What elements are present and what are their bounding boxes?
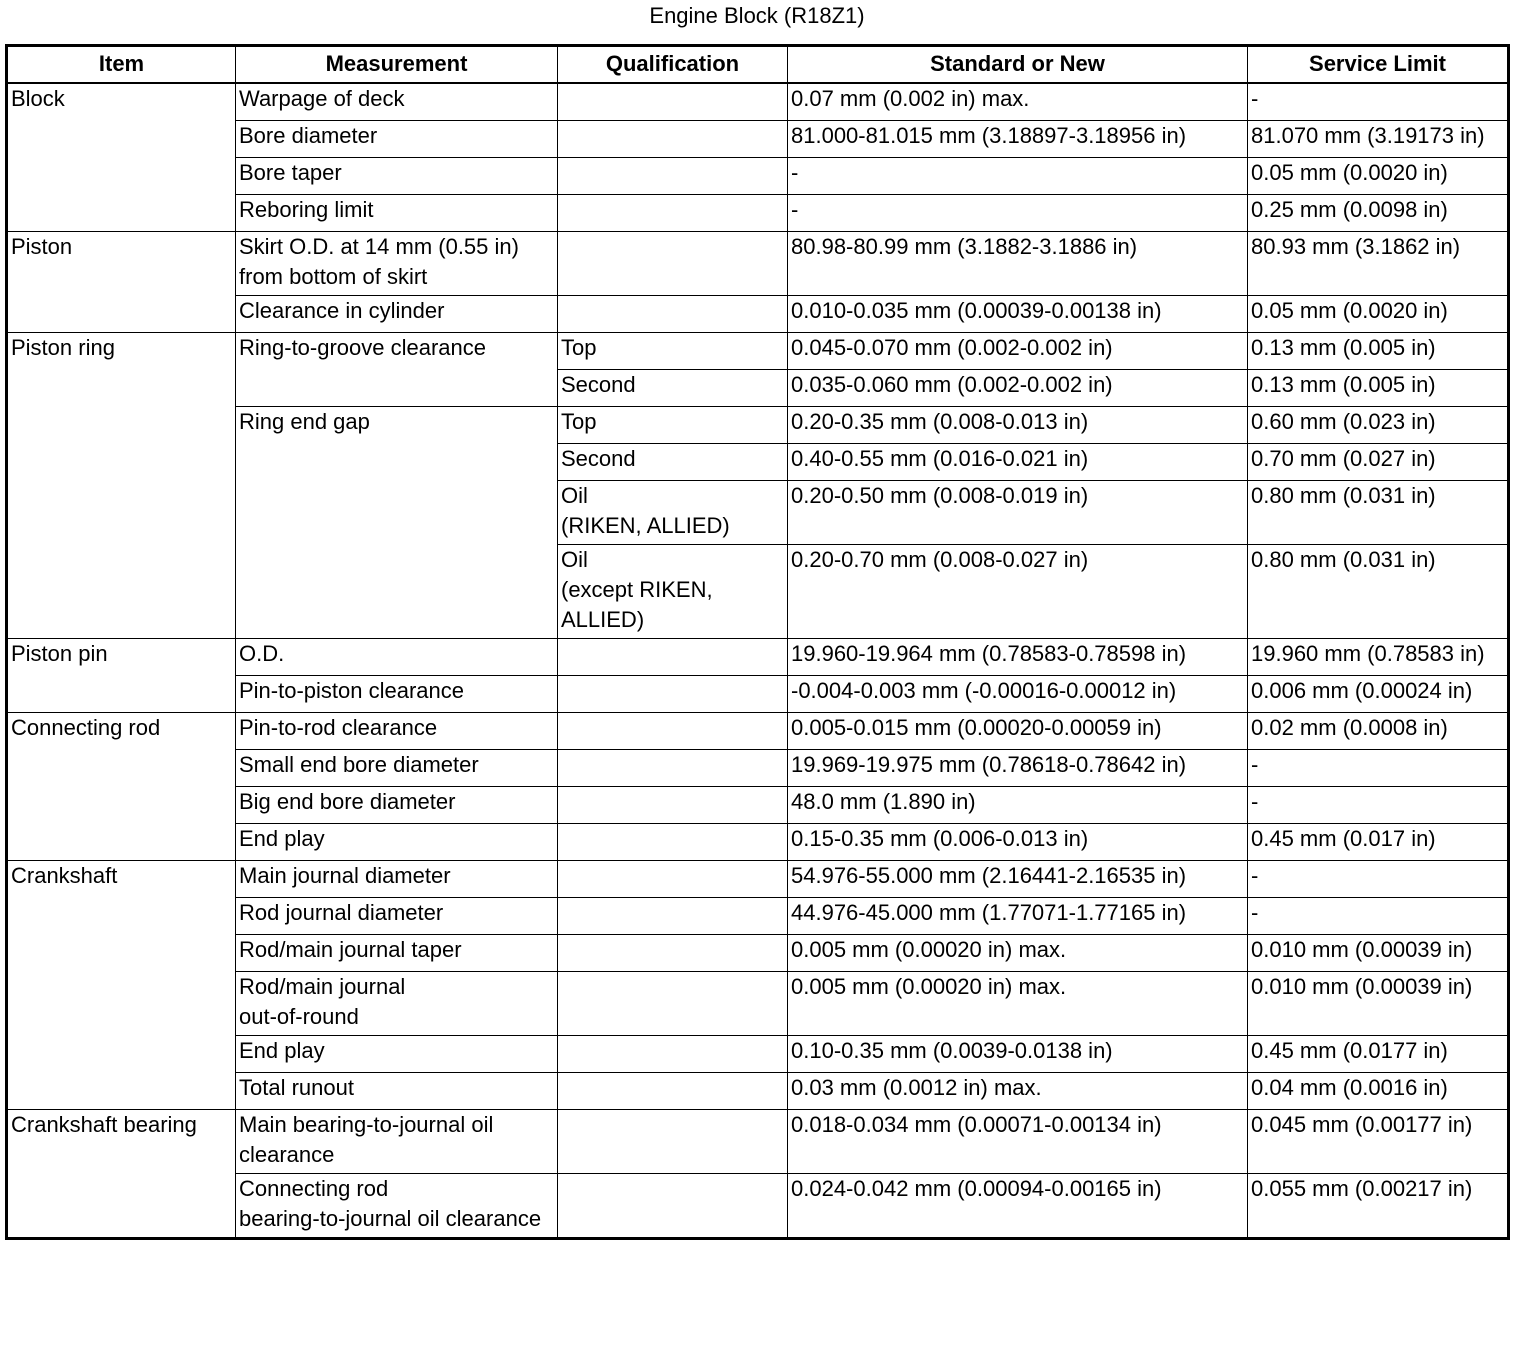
- cell-item: Connecting rod: [7, 713, 236, 861]
- cell-measurement: Main journal diameter: [236, 861, 558, 898]
- header-measurement: Measurement: [236, 46, 558, 84]
- cell-standard: 0.20-0.50 mm (0.008-0.019 in): [788, 481, 1248, 545]
- cell-measurement: End play: [236, 824, 558, 861]
- cell-standard: 0.018-0.034 mm (0.00071-0.00134 in): [788, 1110, 1248, 1174]
- cell-service-limit: 0.60 mm (0.023 in): [1248, 407, 1509, 444]
- cell-standard: 81.000-81.015 mm (3.18897-3.18956 in): [788, 121, 1248, 158]
- cell-qualification: [558, 1036, 788, 1073]
- cell-measurement: Ring end gap: [236, 407, 558, 639]
- cell-service-limit: 0.010 mm (0.00039 in): [1248, 935, 1509, 972]
- cell-qualification: Second: [558, 444, 788, 481]
- cell-qualification: [558, 972, 788, 1036]
- cell-service-limit: 0.13 mm (0.005 in): [1248, 370, 1509, 407]
- cell-measurement: Big end bore diameter: [236, 787, 558, 824]
- cell-service-limit: 0.04 mm (0.0016 in): [1248, 1073, 1509, 1110]
- cell-measurement: Bore diameter: [236, 121, 558, 158]
- cell-service-limit: 0.055 mm (0.00217 in): [1248, 1174, 1509, 1239]
- table-row: [7, 639, 1509, 676]
- cell-measurement: Clearance in cylinder: [236, 296, 558, 333]
- cell-service-limit: 0.45 mm (0.0177 in): [1248, 1036, 1509, 1073]
- cell-standard: 0.15-0.35 mm (0.006-0.013 in): [788, 824, 1248, 861]
- spec-table: [5, 44, 1510, 1240]
- cell-measurement: Bore taper: [236, 158, 558, 195]
- header-qualification: Qualification: [558, 46, 788, 84]
- cell-service-limit: 19.960 mm (0.78583 in): [1248, 639, 1509, 676]
- cell-qualification: [558, 898, 788, 935]
- header-row: [7, 46, 1509, 84]
- cell-standard: -: [788, 195, 1248, 232]
- cell-service-limit: 0.25 mm (0.0098 in): [1248, 195, 1509, 232]
- cell-qualification: [558, 1073, 788, 1110]
- cell-standard: 44.976-45.000 mm (1.77071-1.77165 in): [788, 898, 1248, 935]
- cell-qualification: Top: [558, 407, 788, 444]
- cell-qualification: [558, 824, 788, 861]
- cell-measurement: O.D.: [236, 639, 558, 676]
- cell-qualification: [558, 232, 788, 296]
- cell-measurement: Rod/main journal out-of-round: [236, 972, 558, 1036]
- cell-measurement: Warpage of deck: [236, 83, 558, 121]
- cell-standard: 0.010-0.035 mm (0.00039-0.00138 in): [788, 296, 1248, 333]
- cell-service-limit: 0.80 mm (0.031 in): [1248, 481, 1509, 545]
- cell-item: Piston: [7, 232, 236, 333]
- cell-qualification: [558, 935, 788, 972]
- cell-standard: 0.03 mm (0.0012 in) max.: [788, 1073, 1248, 1110]
- cell-qualification: [558, 158, 788, 195]
- cell-service-limit: -: [1248, 861, 1509, 898]
- table-row: [7, 713, 1509, 750]
- cell-service-limit: 81.070 mm (3.19173 in): [1248, 121, 1509, 158]
- cell-qualification: [558, 1110, 788, 1174]
- cell-standard: 0.07 mm (0.002 in) max.: [788, 83, 1248, 121]
- cell-qualification: Second: [558, 370, 788, 407]
- cell-service-limit: 0.05 mm (0.0020 in): [1248, 296, 1509, 333]
- table-row: [7, 333, 1509, 370]
- cell-qualification: [558, 296, 788, 333]
- cell-qualification: [558, 676, 788, 713]
- page-title: Engine Block (R18Z1): [649, 3, 865, 28]
- cell-qualification: [558, 750, 788, 787]
- table-row: [7, 861, 1509, 898]
- cell-measurement: Connecting rod bearing-to-journal oil clearance: [236, 1174, 558, 1239]
- cell-standard: 0.20-0.35 mm (0.008-0.013 in): [788, 407, 1248, 444]
- table-row: [7, 232, 1509, 296]
- header-item: Item: [7, 46, 236, 84]
- cell-standard: 0.035-0.060 mm (0.002-0.002 in): [788, 370, 1248, 407]
- cell-service-limit: 0.13 mm (0.005 in): [1248, 333, 1509, 370]
- cell-measurement: Small end bore diameter: [236, 750, 558, 787]
- cell-measurement: Main bearing-to-journal oil clearance: [236, 1110, 558, 1174]
- cell-standard: 0.10-0.35 mm (0.0039-0.0138 in): [788, 1036, 1248, 1073]
- cell-service-limit: 0.80 mm (0.031 in): [1248, 545, 1509, 639]
- cell-qualification: [558, 787, 788, 824]
- header-standard: Standard or New: [788, 46, 1248, 84]
- cell-standard: 0.005 mm (0.00020 in) max.: [788, 972, 1248, 1036]
- cell-measurement: Pin-to-piston clearance: [236, 676, 558, 713]
- cell-standard: 0.005-0.015 mm (0.00020-0.00059 in): [788, 713, 1248, 750]
- cell-qualification: [558, 121, 788, 158]
- cell-standard: 0.005 mm (0.00020 in) max.: [788, 935, 1248, 972]
- cell-qualification: [558, 639, 788, 676]
- cell-service-limit: -: [1248, 787, 1509, 824]
- spec-body: [7, 83, 1509, 1239]
- header-service-limit: Service Limit: [1248, 46, 1509, 84]
- cell-standard: 54.976-55.000 mm (2.16441-2.16535 in): [788, 861, 1248, 898]
- cell-service-limit: 0.70 mm (0.027 in): [1248, 444, 1509, 481]
- cell-measurement: Ring-to-groove clearance: [236, 333, 558, 407]
- cell-item: Piston ring: [7, 333, 236, 639]
- cell-standard: 0.20-0.70 mm (0.008-0.027 in): [788, 545, 1248, 639]
- cell-service-limit: -: [1248, 83, 1509, 121]
- cell-standard: 48.0 mm (1.890 in): [788, 787, 1248, 824]
- cell-item: Block: [7, 83, 236, 232]
- cell-standard: -0.004-0.003 mm (-0.00016-0.00012 in): [788, 676, 1248, 713]
- cell-qualification: Oil (RIKEN, ALLIED): [558, 481, 788, 545]
- cell-service-limit: 0.02 mm (0.0008 in): [1248, 713, 1509, 750]
- cell-service-limit: 0.006 mm (0.00024 in): [1248, 676, 1509, 713]
- cell-measurement: Reboring limit: [236, 195, 558, 232]
- cell-standard: 0.045-0.070 mm (0.002-0.002 in): [788, 333, 1248, 370]
- cell-standard: 0.024-0.042 mm (0.00094-0.00165 in): [788, 1174, 1248, 1239]
- cell-qualification: [558, 195, 788, 232]
- cell-qualification: [558, 861, 788, 898]
- cell-item: Crankshaft: [7, 861, 236, 1110]
- cell-service-limit: 0.45 mm (0.017 in): [1248, 824, 1509, 861]
- cell-standard: 19.969-19.975 mm (0.78618-0.78642 in): [788, 750, 1248, 787]
- cell-standard: -: [788, 158, 1248, 195]
- cell-measurement: End play: [236, 1036, 558, 1073]
- cell-service-limit: 80.93 mm (3.1862 in): [1248, 232, 1509, 296]
- cell-measurement: Skirt O.D. at 14 mm (0.55 in) from bottom of skirt: [236, 232, 558, 296]
- cell-service-limit: 0.05 mm (0.0020 in): [1248, 158, 1509, 195]
- cell-measurement: Rod journal diameter: [236, 898, 558, 935]
- cell-service-limit: 0.045 mm (0.00177 in): [1248, 1110, 1509, 1174]
- table-row: [7, 83, 1509, 121]
- cell-item: Piston pin: [7, 639, 236, 713]
- cell-item: Crankshaft bearing: [7, 1110, 236, 1239]
- cell-standard: 80.98-80.99 mm (3.1882-3.1886 in): [788, 232, 1248, 296]
- cell-service-limit: -: [1248, 750, 1509, 787]
- cell-qualification: [558, 1174, 788, 1239]
- cell-measurement: Rod/main journal taper: [236, 935, 558, 972]
- cell-measurement: Total runout: [236, 1073, 558, 1110]
- cell-measurement: Pin-to-rod clearance: [236, 713, 558, 750]
- cell-qualification: Oil (except RIKEN, ALLIED): [558, 545, 788, 639]
- cell-standard: 0.40-0.55 mm (0.016-0.021 in): [788, 444, 1248, 481]
- cell-qualification: Top: [558, 333, 788, 370]
- cell-service-limit: 0.010 mm (0.00039 in): [1248, 972, 1509, 1036]
- table-row: [7, 1110, 1509, 1174]
- cell-service-limit: -: [1248, 898, 1509, 935]
- cell-qualification: [558, 713, 788, 750]
- cell-standard: 19.960-19.964 mm (0.78583-0.78598 in): [788, 639, 1248, 676]
- cell-qualification: [558, 83, 788, 121]
